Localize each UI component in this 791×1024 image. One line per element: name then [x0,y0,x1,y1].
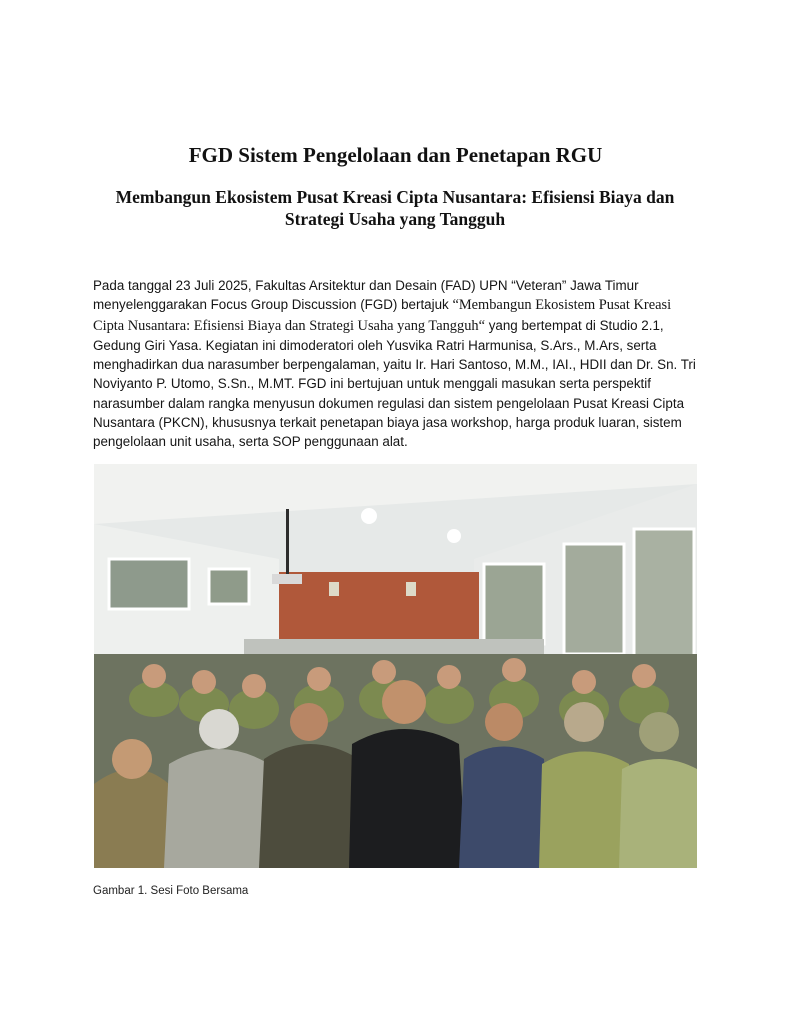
document-title: FGD Sistem Pengelolaan dan Penetapan RGU [188,143,603,167]
document-subtitle: Membangun Ekosistem Pusat Kreasi Cipta Nusantara: Efisiensi Biaya dan Strategi Usaha yang Tangguh [115,187,675,229]
group-photo-illustration [94,464,697,868]
body-paragraph [93,276,705,452]
event-title-quote: “Membangun Ekosistem Pusat Kreasi Cipta Nusantara: Efisiensi Biaya dan Strategi Usaha yang Tangguh“ [93,297,672,334]
body-text-part2: yang bertempat di Studio 2.1, Gedung Giri Yasa. Kegiatan ini dimoderatori oleh Yusvika Ratri Harmunisa, S.Ars., M.Ars, serta menghadirkan dua narasumber berpengalaman, yaitu Ir. Hari Santoso, M.M., IAI., HDII dan Dr. Sn. Tri Noviyanto P. Utomo, S.Sn., M.MT. FGD ini bertujuan untuk menggali masukan serta perspektif narasumber dalam rangka menyusun dokumen regulasi dan sistem pengelolaan Pusat Kreasi Cipta Nusantara (PKCN), khususnya terkait penetapan biaya jasa workshop, harga produk luaran, sistem pengelolaan unit usaha, serta SOP penggunaan alat. [93,317,696,450]
photo-caption: Gambar 1. Sesi Foto Bersama [93,885,249,897]
body-text-part1: Pada tanggal 23 Juli 2025, Fakultas Arsitektur dan Desain (FAD) UPN “Veteran” Jawa Timur menyelenggarakan Focus Group Discussion (FGD) bertajuk [93,278,639,313]
group-photo [94,464,697,868]
